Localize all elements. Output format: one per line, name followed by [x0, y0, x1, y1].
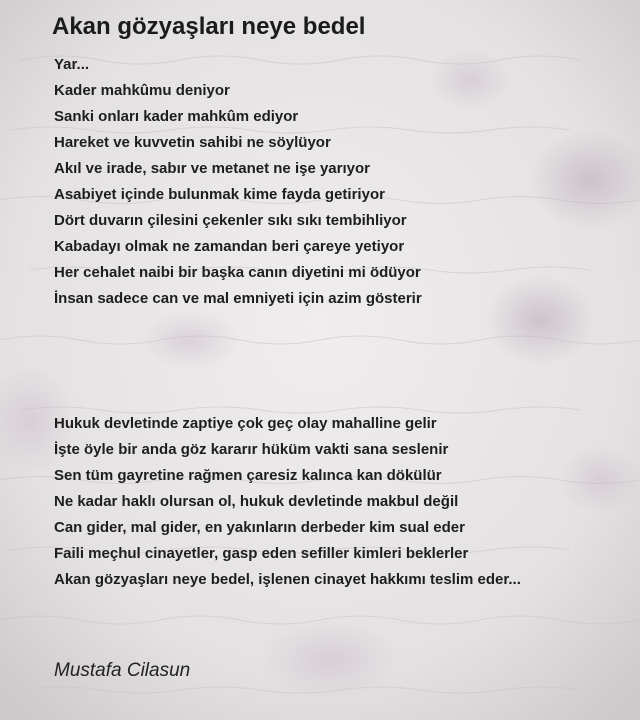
- stanza-2: [54, 414, 521, 596]
- poem-author: Mustafa Cilasun: [54, 660, 191, 681]
- poem-title: Akan gözyaşları neye bedel: [52, 13, 366, 40]
- poem-line: Dört duvarın çilesini çekenler sıkı sıkı tembihliyor: [54, 212, 407, 229]
- poem-line: Sanki onları kader mahkûm ediyor: [54, 108, 299, 125]
- poem-line: Faili meçhul cinayetler, gasp eden sefiller kimleri beklerler: [54, 545, 469, 562]
- poem-line: Asabiyet içinde bulunmak kime fayda getiriyor: [54, 186, 385, 203]
- poem-line: Kader mahkûmu deniyor: [54, 82, 230, 99]
- poem-line: Yar...: [54, 56, 90, 73]
- poem-line: Her cehalet naibi bir başka canın diyetini mi ödüyor: [54, 264, 421, 281]
- poem-line: İşte öyle bir anda göz kararır hüküm vakti sana seslenir: [54, 441, 449, 458]
- poem-line: Hareket ve kuvvetin sahibi ne söylüyor: [54, 134, 331, 151]
- poem-line: Sen tüm gayretine rağmen çaresiz kalınca kan dökülür: [54, 467, 442, 484]
- poem-line: Kabadayı olmak ne zamandan beri çareye yetiyor: [54, 238, 405, 255]
- stanza-1: [54, 55, 422, 315]
- poem-line: İnsan sadece can ve mal emniyeti için azim gösterir: [54, 290, 422, 307]
- poem-line: Can gider, mal gider, en yakınların derbeder kim sual eder: [54, 519, 465, 536]
- poem-line: Akıl ve irade, sabır ve metanet ne işe yarıyor: [54, 160, 370, 177]
- poem-line: Hukuk devletinde zaptiye çok geç olay mahalline gelir: [54, 415, 437, 432]
- poem-line: Akan gözyaşları neye bedel, işlenen cinayet hakkımı teslim eder...: [54, 571, 521, 588]
- poem-line: Ne kadar haklı olursan ol, hukuk devletinde makbul değil: [54, 493, 459, 510]
